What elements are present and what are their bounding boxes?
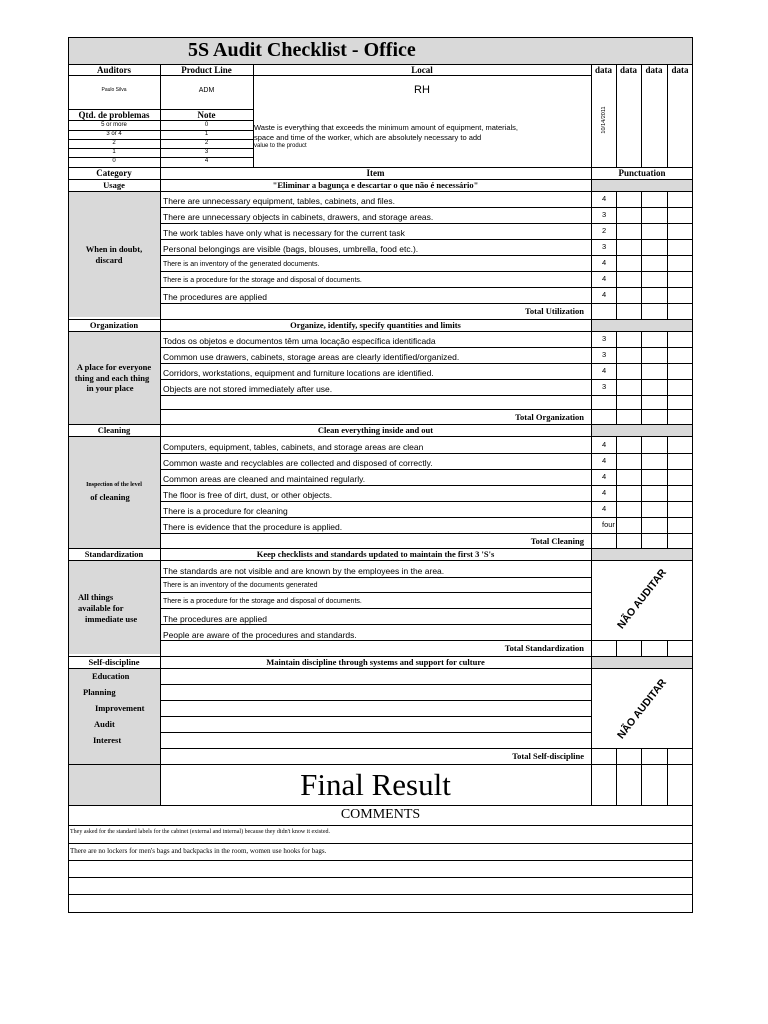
local-label: Local (411, 65, 433, 75)
scale-problems: 5 or more (101, 122, 127, 128)
scale-problems: 1 (112, 149, 116, 155)
checklist-item: There are unnecessary objects in cabinets, drawers, and storage areas. (163, 212, 434, 222)
data-label-4: data (671, 65, 689, 75)
scale-problems: 0 (112, 158, 116, 164)
data-label-1: data (594, 65, 612, 75)
checklist-item: Computers, equipment, tables, cabinets, and storage areas are clean (163, 442, 424, 452)
scale-note: 0 (204, 122, 209, 128)
data-label-3: data (645, 65, 663, 75)
item-score[interactable]: 4 (602, 472, 607, 481)
scale-note: 2 (204, 140, 209, 146)
item-score[interactable]: 3 (602, 350, 607, 359)
organization-side-label: A place for everyone (76, 362, 152, 372)
usage-total-label: Total Utilization (525, 306, 584, 316)
auditor-name[interactable]: Paulo Silva (101, 87, 127, 93)
cleaning-motto: Clean everything inside and out (317, 425, 434, 435)
cleaning-side-label: of cleaning (90, 492, 130, 502)
scale-problems: 2 (112, 140, 116, 146)
item-score[interactable]: 2 (602, 226, 607, 235)
item-score[interactable]: 3 (602, 242, 607, 251)
item-score[interactable]: four (602, 520, 615, 529)
checklist-item: The floor is free of dirt, dust, or other objects. (163, 490, 333, 500)
item-score[interactable]: 4 (602, 440, 607, 449)
cleaning-side-label: Inspection of the level (86, 482, 142, 488)
self-discipline-side-label: Education (92, 671, 130, 681)
checklist-item: Common use drawers, cabinets, storage areas are clearly identified/organized. (163, 352, 460, 362)
checklist-item: The standards are not visible and are known by the employees in the area. (163, 566, 445, 576)
checklist-item: The work tables have only what is necessary for the current task (163, 228, 405, 238)
self-discipline-side-label: Interest (93, 735, 122, 745)
checklist-item: Common waste and recyclables are collected and disposed of correctly. (163, 458, 433, 468)
item-score[interactable]: 3 (602, 334, 607, 343)
organization-section-name: Organization (89, 320, 139, 330)
problems-qty-label: Qtd. de problemas (78, 110, 150, 120)
nao-auditar-stamp: NÃO AUDITAR (615, 566, 669, 632)
note-label: Note (197, 110, 216, 120)
comments-title: COMMENTS (340, 807, 421, 822)
checklist-item: Todos os objetos e documentos têm uma locação específica identificada (163, 336, 436, 346)
comment-line[interactable]: There are no lockers for men's bags and backpacks in the room, women use hooks for bags. (70, 847, 327, 855)
waste-definition-line: value to the product (254, 143, 307, 149)
punctuation-column-header: Punctuation (618, 168, 666, 178)
comment-line[interactable]: They asked for the standard labels for the cabinet (external and internal) because they didn't know it existed. (70, 829, 330, 835)
usage-section-name: Usage (103, 180, 125, 190)
usage-side-label: When in doubt, (85, 244, 143, 254)
item-score[interactable]: 4 (602, 274, 607, 283)
self-discipline-side-label: Audit (94, 719, 115, 729)
organization-side-label: thing and each thing (74, 373, 150, 383)
usage-side-label: discard (95, 255, 123, 265)
item-score[interactable]: 4 (602, 290, 607, 299)
standardization-side-label: All things (78, 592, 114, 602)
final-result-label: Final Result (300, 767, 451, 802)
checklist-item: The procedures are applied (163, 614, 267, 624)
item-score[interactable]: 4 (602, 488, 607, 497)
item-score[interactable]: 4 (602, 456, 607, 465)
audit-date[interactable]: 10/14/2011 (601, 106, 607, 134)
standardization-total-label: Total Standardization (504, 643, 584, 653)
checklist-item: The procedures are applied (163, 292, 267, 302)
checklist-item: There is evidence that the procedure is applied. (163, 522, 343, 532)
self-discipline-side-label: Planning (83, 687, 116, 697)
item-score[interactable]: 4 (602, 366, 607, 375)
checklist-item: There is a procedure for the storage and disposal of documents. (163, 277, 362, 284)
checklist-item: There are unnecessary equipment, tables, cabinets, and files. (163, 196, 395, 206)
standardization-side-label: immediate use (85, 614, 138, 624)
item-score[interactable]: 3 (602, 382, 607, 391)
checklist-item: Personal belongings are visible (bags, blouses, umbrella, food etc.). (163, 244, 419, 254)
standardization-side-label: available for (78, 603, 124, 613)
checklist-item: Objects are not stored immediately after use. (163, 384, 333, 394)
item-score[interactable]: 4 (602, 504, 607, 513)
product-line-value[interactable]: ADM (198, 87, 215, 94)
page-title: 5S Audit Checklist - Office (188, 39, 416, 61)
item-score[interactable]: 3 (602, 210, 607, 219)
checklist-item: There is an inventory of the documents generated (163, 582, 318, 589)
scale-note: 1 (204, 131, 209, 137)
scale-note: 4 (204, 158, 209, 164)
checklist-item: There is a procedure for cleaning (163, 506, 288, 516)
waste-definition-line: space and time of the worker, which are absolutely necessary to add (254, 133, 482, 142)
self-discipline-total-label: Total Self-discipline (512, 751, 584, 761)
item-column-header: Item (366, 168, 385, 178)
self-discipline-section-name: Self-discipline (88, 657, 140, 667)
standardization-section-name: Standardization (84, 549, 144, 559)
data-label-2: data (619, 65, 637, 75)
nao-auditar-stamp: NÃO AUDITAR (615, 676, 669, 742)
self-discipline-side-label: Improvement (95, 703, 145, 713)
category-column-header: Category (96, 168, 132, 178)
cleaning-total-label: Total Cleaning (530, 536, 584, 546)
audit-checklist-sheet (68, 37, 693, 913)
waste-definition-line: Waste is everything that exceeds the minimum amount of equipment, materials, (254, 123, 519, 132)
local-value[interactable]: RH (414, 84, 430, 96)
scale-problems: 3 or 4 (106, 131, 122, 137)
self-discipline-motto: Maintain discipline through systems and support for culture (266, 657, 485, 667)
organization-total-label: Total Organization (515, 412, 584, 422)
scale-note: 3 (204, 149, 209, 155)
checklist-item: Common areas are cleaned and maintained regularly. (163, 474, 366, 484)
standardization-motto: Keep checklists and standards updated to maintain the first 3 'S's (256, 549, 495, 559)
item-score[interactable]: 4 (602, 194, 607, 203)
item-score[interactable]: 4 (602, 258, 607, 267)
organization-motto: Organize, identify, specify quantities and limits (290, 320, 461, 330)
auditors-label: Auditors (96, 65, 131, 75)
checklist-item: Corridors, workstations, equipment and furniture locations are identified. (163, 368, 434, 378)
checklist-item: There is a procedure for the storage and disposal of documents. (163, 598, 362, 605)
checklist-item: People are aware of the procedures and standards. (163, 630, 357, 640)
organization-side-label: in your place (86, 383, 134, 393)
cleaning-section-name: Cleaning (97, 425, 131, 435)
checklist-item: There is an inventory of the generated documents. (163, 261, 320, 268)
usage-motto: "Eliminar a bagunça e descartar o que não é necessário" (272, 180, 479, 190)
product-line-label: Product Line (181, 65, 232, 75)
